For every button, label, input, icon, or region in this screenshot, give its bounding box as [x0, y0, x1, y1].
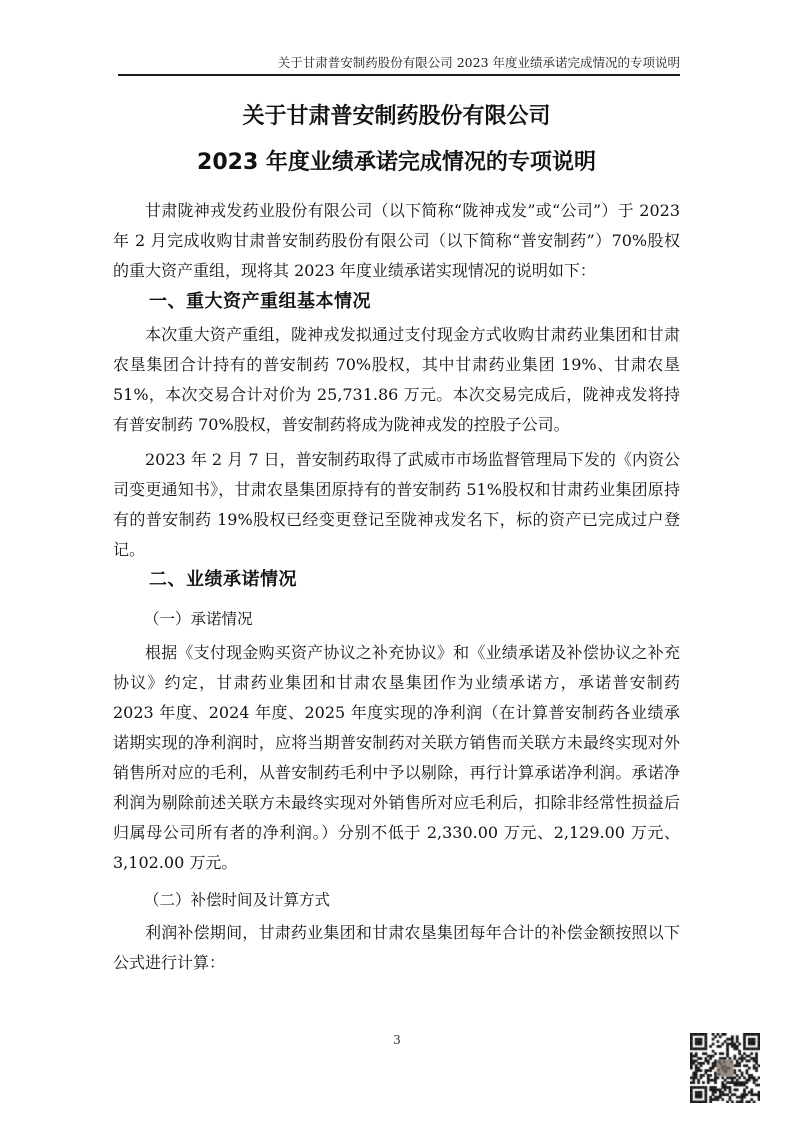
qr-code-icon — [690, 1033, 760, 1103]
document-title-line1: 关于甘肃普安制药股份有限公司 — [242, 104, 551, 129]
paragraph-transfer-registration: 2023 年 2 月 7 日，普安制药取得了武威市市场监督管理局下发的《内资公司变更通知书》，甘肃农垦集团原持有的普安制药 51%股权和甘肃药业集团原持有的普安制药 19%股权已经变更登记至陇神戎发名下，标的资产已完成过户登记。 — [113, 450, 680, 559]
paragraph-compensation-formula: 利润补偿期间，甘肃药业集团和甘肃农垦集团每年合计的补偿金额按照以下公式进行计算： — [113, 923, 680, 972]
running-header: 关于甘肃普安制药股份有限公司 2023 年度业绩承诺完成情况的专项说明 — [277, 55, 680, 70]
document-title — [113, 94, 680, 186]
document-body — [113, 88, 680, 978]
section-heading-1: 一、重大资产重组基本情况 — [149, 291, 371, 312]
sub-heading-compensation: （二）补偿时间及计算方式 — [144, 891, 331, 909]
page-number: 3 — [393, 1033, 401, 1047]
header-rule — [118, 74, 680, 76]
sub-heading-commitment: （一）承诺情况 — [144, 610, 253, 628]
paragraph-intro: 甘肃陇神戎发药业股份有限公司（以下简称“陇神戎发”或“公司”）于 2023 年 2 月完成收购甘肃普安制药股份有限公司（以下简称“普安制药”）70%股权的重大资产重组，现将其 2023 年度业绩承诺实现情况的说明如下： — [113, 201, 680, 280]
section-heading-2: 二、业绩承诺情况 — [149, 569, 297, 590]
document-title-line2: 2023 年度业绩承诺完成情况的专项说明 — [197, 150, 596, 175]
paragraph-commitment-details: 根据《支付现金购买资产协议之补充协议》和《业绩承诺及补偿协议之补充协议》约定，甘肃药业集团和甘肃农垦集团作为业绩承诺方，承诺普安制药 2023 年度、2024 年度、2025 年度实现的净利润（在计算普安制药各业绩承诺期实现的净利润时，应将当期普安制药对关联方销售而关联方未最终实现对外销售所对应的毛利，从普安制药毛利中予以剔除，再行计算承诺净利润。承诺净利润为剔除前述关联方未最终实现对外销售所对应毛利后，扣除非经常性损益后归属母公司所有者的净利润。）分别不低于 2,330.00 万元、2,129.00 万元、3,102.00 万元。 — [113, 643, 680, 872]
paragraph-restructuring: 本次重大资产重组，陇神戎发拟通过支付现金方式收购甘肃药业集团和甘肃农垦集团合计持有的普安制药 70%股权，其中甘肃药业集团 19%、甘肃农垦 51%，本次交易合计对价为 25,731.86 万元。本次交易完成后，陇神戎发将持有普安制药 70%股权，普安制药将成为陇神戎发的控股子公司。 — [113, 325, 680, 434]
